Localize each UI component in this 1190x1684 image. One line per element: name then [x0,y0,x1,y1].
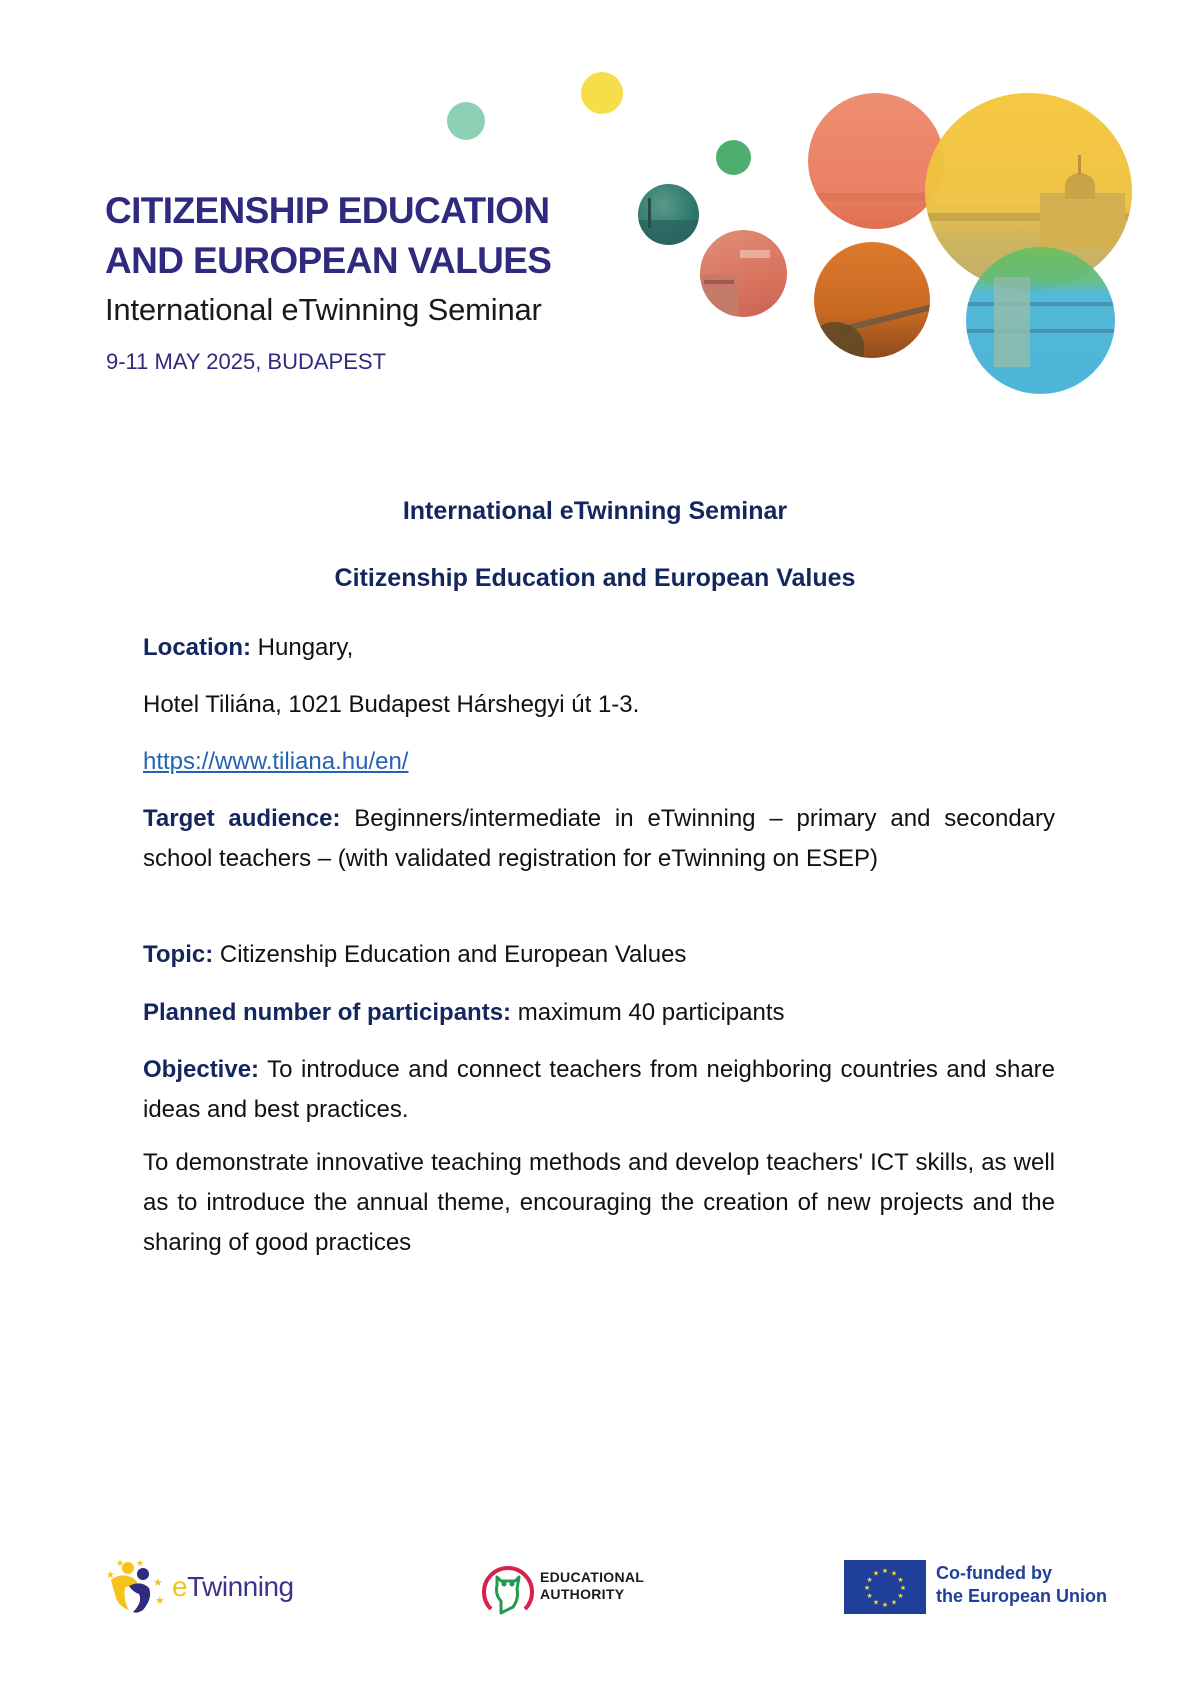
circle-teal-small [447,102,485,140]
svg-text:★: ★ [153,1576,163,1589]
address-text: Hotel Tiliána, 1021 Budapest Hárshegyi út 1-3. [143,691,640,718]
title-line-1: CITIZENSHIP EDUCATION [105,190,550,231]
etwinning-figures-icon [103,1558,169,1616]
hotel-link[interactable]: https://www.tiliana.hu/en/ [143,748,409,775]
photo-circle-pink [700,230,787,317]
svg-text:★: ★ [890,1569,898,1578]
svg-text:★: ★ [897,1576,904,1584]
objective-value: To introduce and connect teachers from neighboring countries and share ideas and best practices. [143,1056,1055,1123]
svg-text:★: ★ [881,1601,889,1609]
circle-green-small [716,140,751,175]
authority-line-1: EDUCATIONAL [540,1569,645,1585]
hotel-link-row [143,742,1055,782]
authority-line-2: AUTHORITY [540,1586,625,1602]
audience-value: Beginners/intermediate in eTwinning – primary and secondary school teachers – (with validated registration for eTwinning on ESEP) [143,805,1055,872]
audience-row [143,799,1055,879]
eu-line-1: Co-funded by [936,1563,1052,1583]
objective-label: Objective: [143,1056,260,1083]
photo-circle-coral [808,93,944,229]
section-heading-topic: Citizenship Education and European Values [334,564,856,592]
photo-circle-teal [638,184,699,245]
svg-text:★: ★ [890,1598,898,1607]
svg-text:★: ★ [899,1584,907,1592]
title-line-2: AND EUROPEAN VALUES [105,240,552,281]
location-row [143,628,1055,668]
etwinning-label: Twinning [187,1571,294,1602]
topic-value: Citizenship Education and European Values [213,941,687,968]
location-value: Hungary, [251,634,354,661]
photo-circle-blue [966,247,1115,394]
svg-text:★: ★ [866,1576,873,1584]
location-label: Location: [143,634,251,661]
etwinning-wordmark: eTwinning [172,1571,294,1602]
event-date: 9-11 MAY 2025, BUDAPEST [106,349,387,374]
owl-logo-icon [481,1561,535,1617]
circle-yellow-small [581,72,623,114]
objective-extra-text: To demonstrate innovative teaching methods and develop teachers' ICT skills, as well as to introduce the annual theme, encouraging the creation of new projects and the sharing of good practices [143,1149,1055,1256]
eu-flag-icon [844,1560,926,1614]
svg-text:★: ★ [872,1598,880,1607]
svg-text:★: ★ [116,1559,125,1569]
section-heading-seminar: International eTwinning Seminar [402,497,788,525]
svg-text:★: ★ [872,1569,880,1578]
svg-text:★: ★ [881,1567,889,1575]
eu-line-2: the European Union [936,1586,1107,1606]
audience-label: Target audience: [143,805,341,832]
topic-row [143,935,1055,975]
objective-row [143,1050,1055,1130]
participants-row [143,993,1055,1033]
header-subtitle: International eTwinning Seminar [105,292,542,327]
svg-text:★: ★ [155,1594,165,1607]
svg-text:★: ★ [136,1559,145,1569]
svg-text:★: ★ [106,1570,115,1581]
photo-circle-orange [814,242,930,358]
topic-label: Topic: [143,941,214,968]
svg-text:★: ★ [866,1592,873,1600]
svg-text:★: ★ [897,1592,904,1600]
svg-text:★: ★ [863,1584,871,1592]
participants-label: Planned number of participants: [143,999,512,1026]
participants-value: maximum 40 participants [511,999,785,1026]
